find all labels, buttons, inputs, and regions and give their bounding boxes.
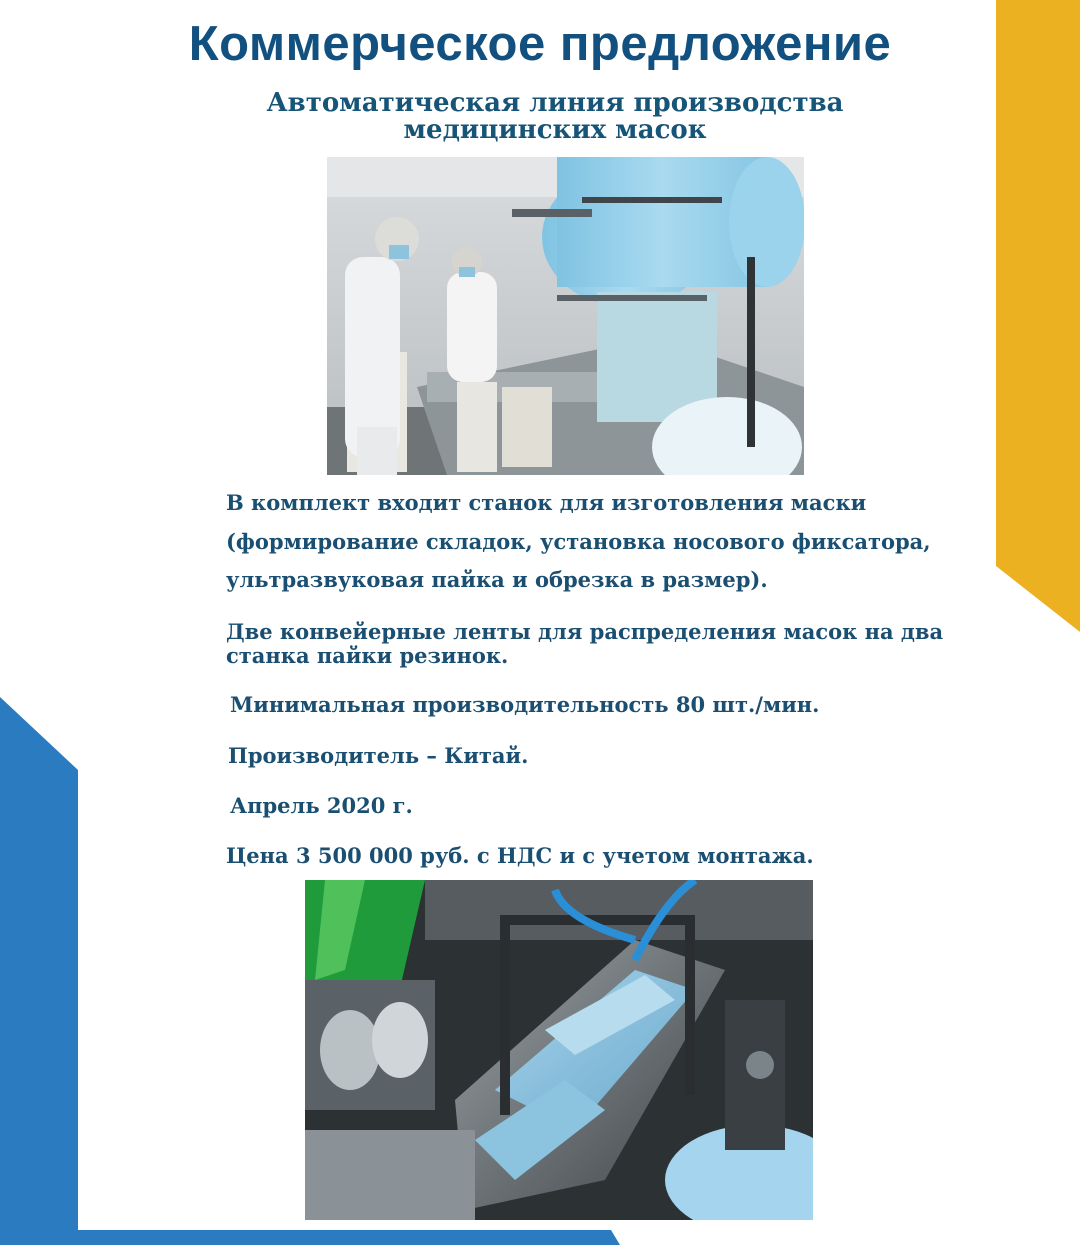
date-text: Апрель 2020 г.: [230, 793, 413, 818]
page-subtitle: Автоматическая линия производства медицинских масок: [266, 88, 844, 145]
conveyor-description: [226, 620, 943, 668]
conveyor-line-2: станка пайки резинок.: [226, 643, 509, 668]
kit-line-3: ультразвуковая пайка и обрезка в размер).: [226, 567, 768, 592]
factory-workers-photo: [327, 157, 804, 475]
blue-bottom-bar: [78, 1230, 620, 1245]
yellow-stripe: [996, 0, 1080, 632]
blue-left-shape: [0, 697, 78, 1245]
capacity-text: Минимальная производительность 80 шт./мин.: [230, 692, 820, 717]
price-text: Цена 3 500 000 руб. с НДС и с учетом монтажа.: [226, 843, 814, 868]
manufacturer-text: Производитель – Китай.: [228, 743, 529, 768]
kit-line-1: В комплект входит станок для изготовления маски: [226, 490, 867, 515]
conveyor-line-1: Две конвейерные ленты для распределения масок на два: [226, 619, 944, 644]
mask-machine-photo: [305, 880, 813, 1220]
kit-line-2: (формирование складок, установка носового фиксатора,: [226, 528, 931, 554]
kit-description: [226, 484, 931, 600]
page-title: Коммерческое предложение: [188, 17, 892, 71]
